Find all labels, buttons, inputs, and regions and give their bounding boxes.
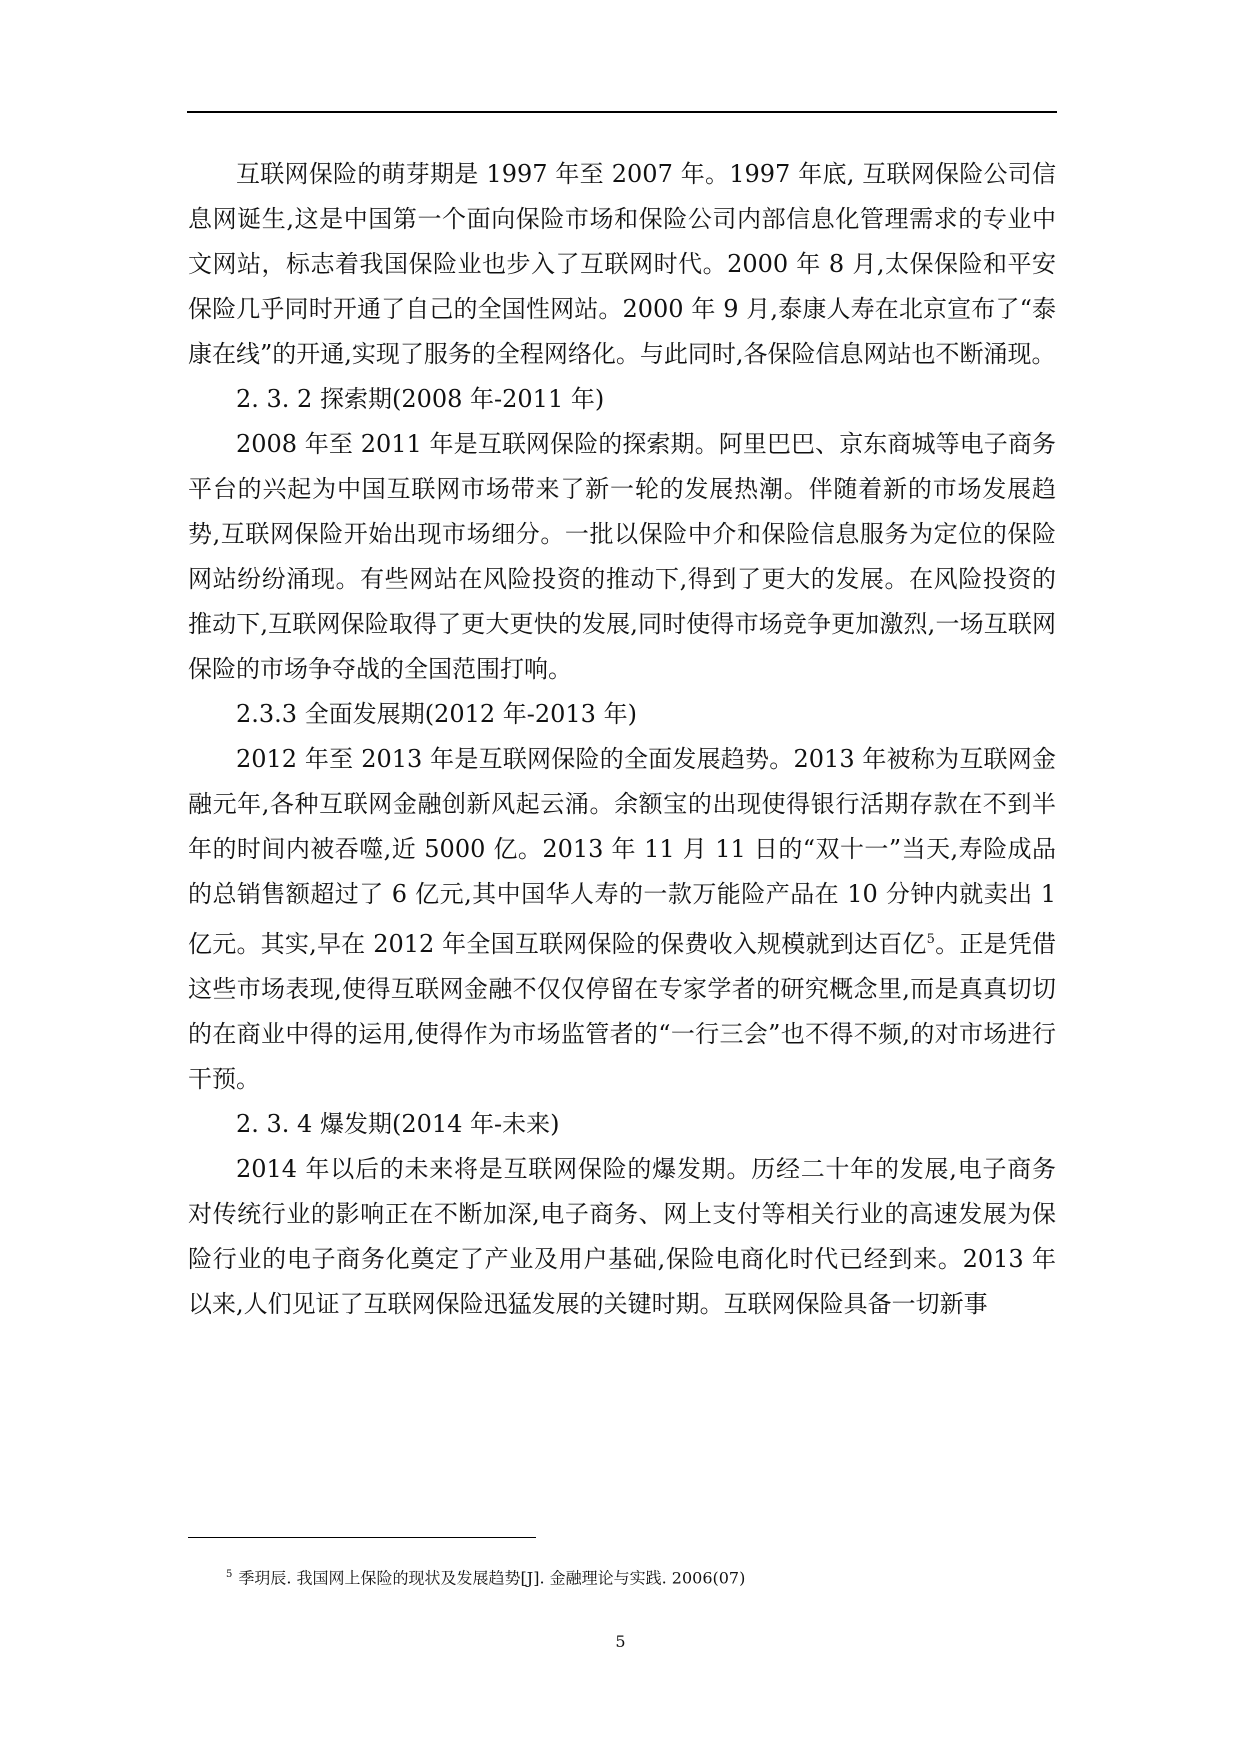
paragraph-text-part-2: 。正是凭借这些市场表现,使得互联网金融不仅仅停留在专家学者的研究概念里,而是真真切切的在商业中得的运用,使得作为市场监管者的“一行三会”也不得不频,的对市场进行干预。 [188, 930, 1056, 1093]
header-rule [187, 111, 1057, 113]
paragraph-full-development-period [188, 737, 1056, 1102]
paragraph-text-part-1: 2012 年至 2013 年是互联网保险的全面发展趋势。2013 年被称为互联网金融元年,各种互联网金融创新风起云涌。余额宝的出现使得银行活期存款在不到半年的时间内被吞噬,近 5000 亿。2013 年 11 月 11 日的“双十一”当天,寿险成品的总销售额超过了 6 亿元,其中国华人寿的一款万能险产品在 10 分钟内就卖出 1 亿元。其实,早在 2012 年全国互联网保险的保费收入规模就到达百亿 [188, 745, 1056, 958]
footnote-reference[interactable]: 5 [926, 932, 935, 947]
section-heading-2-3-3: 2.3.3 全面发展期(2012 年-2013 年) [236, 700, 637, 728]
footnote [226, 1564, 1026, 1589]
paragraph-exploration-period: 2008 年至 2011 年是互联网保险的探索期。阿里巴巴、京东商城等电子商务平台的兴起为中国互联网市场带来了新一轮的发展热潮。伴随着新的市场发展趋势,互联网保险开始出现市场细分。一批以保险中介和保险信息服务为定位的保险网站纷纷涌现。有些网站在风险投资的推动下,得到了更大的发展。在风险投资的推动下,互联网保险取得了更大更快的发展,同时使得市场竞争更加激烈,一场互联网保险的市场争夺战的全国范围打响。 [188, 430, 1056, 683]
section-heading-2-3-4: 2. 3. 4 爆发期(2014 年-未来) [236, 1110, 560, 1138]
body-text [188, 152, 1056, 1327]
paragraph-explosion-period: 2014 年以后的未来将是互联网保险的爆发期。历经二十年的发展,电子商务对传统行业的影响正在不断加深,电子商务、网上支付等相关行业的高速发展为保险行业的电子商务化奠定了产业及用户基础,保险电商化时代已经到来。2013 年以来,人们见证了互联网保险迅猛发展的关键时期。互联网保险具备一切新事 [188, 1155, 1056, 1318]
page-number: 5 [615, 1632, 626, 1651]
footnote-text: 季玥辰. 我国网上保险的现状及发展趋势[J]. 金融理论与实践. 2006(07) [238, 1568, 746, 1588]
footnote-separator [188, 1537, 536, 1538]
footnote-marker: 5 [226, 1569, 233, 1580]
section-heading-2-3-2: 2. 3. 2 探索期(2008 年-2011 年) [236, 385, 605, 413]
paragraph-embryonic-period: 互联网保险的萌芽期是 1997 年至 2007 年。1997 年底, 互联网保险公司信息网诞生,这是中国第一个面向保险市场和保险公司内部信息化管理需求的专业中文网站，标志着我国保险业也步入了互联网时代。2000 年 8 月,太保保险和平安保险几乎同时开通了自己的全国性网站。2000 年 9 月,泰康人寿在北京宣布了“泰康在线”的开通,实现了服务的全程网络化。与此同时,各保险信息网站也不断涌现。 [188, 160, 1056, 368]
